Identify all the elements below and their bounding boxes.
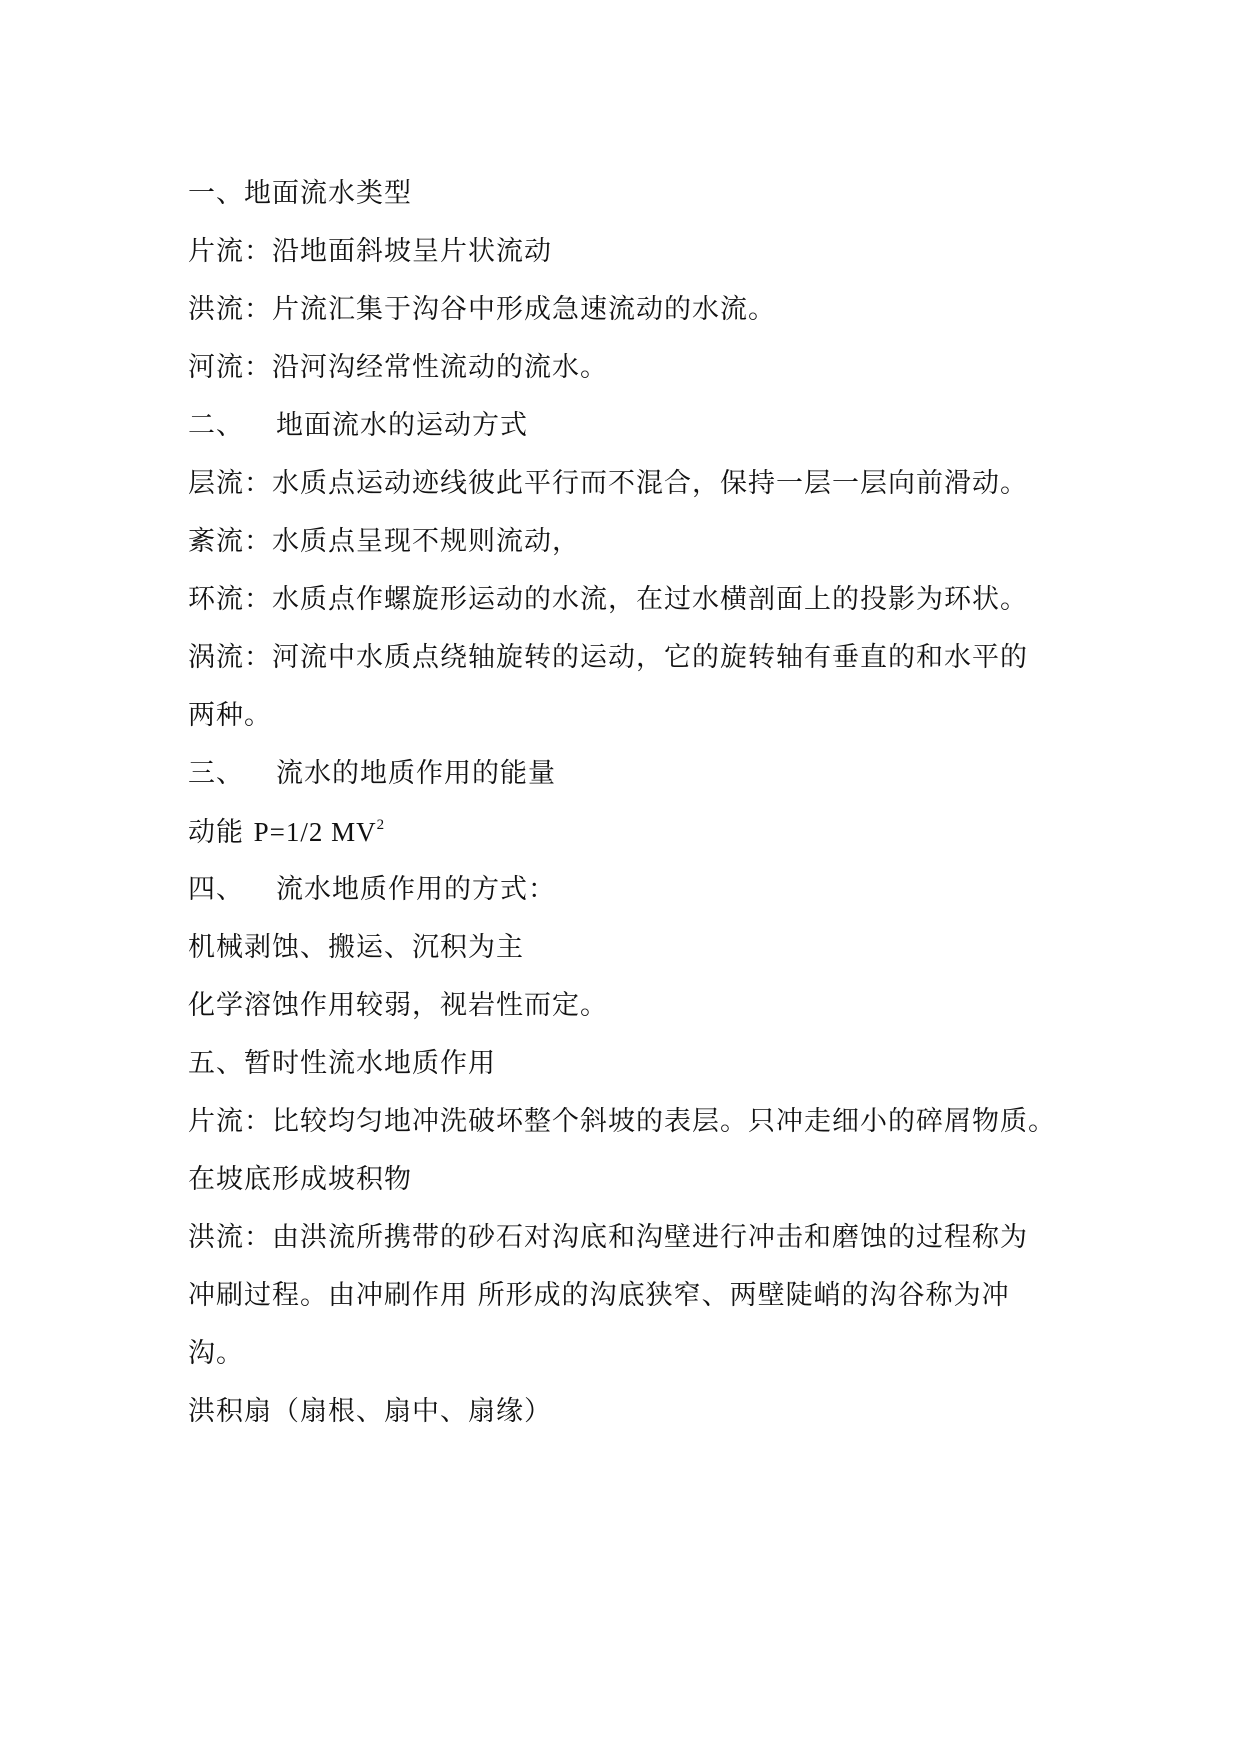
paragraph-line: 两种。 [188,700,272,731]
formula-exponent: 2 [376,817,386,833]
section-heading-3 [188,745,1068,803]
section-heading-4 [188,861,1068,919]
section-number: 三、 [188,758,244,789]
paragraph-line: 洪流：由洪流所携带的砂石对沟底和沟壁进行冲击和磨蚀的过程称为 [188,1222,1028,1253]
formula-prefix: 动能 [188,817,254,848]
kinetic-energy-formula [188,803,1068,861]
paragraph-line: 层流：水质点运动迹线彼此平行而不混合，保持一层一层向前滑动。 [188,468,1028,499]
paragraph-line: 洪流：片流汇集于沟谷中形成急速流动的水流。 [188,294,776,325]
section-heading-5 [188,1035,1068,1093]
paragraph-line: 涡流：河流中水质点绕轴旋转的运动，它的旋转轴有垂直的和水平的 [188,642,1028,673]
paragraph-line: 沟。 [188,1338,244,1369]
paragraph-line: 冲刷过程。由冲刷作用 所形成的沟底狭窄、两壁陡峭的沟谷称为冲 [188,1280,1010,1311]
paragraph-line: 在坡底形成坡积物 [188,1164,412,1195]
section-heading-2 [188,397,1068,455]
paragraph-line: 片流：沿地面斜坡呈片状流动 [188,236,552,267]
section-title: 暂时性流水地质作用 [244,1048,496,1079]
section-title: 地面流水类型 [244,178,412,209]
section-number: 五、 [188,1048,244,1079]
paragraph-line: 环流：水质点作螺旋形运动的水流，在过水横剖面上的投影为环状。 [188,584,1028,615]
section-number: 一、 [188,178,244,209]
paragraph-line: 河流：沿河沟经常性流动的流水。 [188,352,608,383]
section-title: 流水地质作用的方式： [276,874,556,905]
formula-expression: P=1/2 MV [253,817,377,847]
section-heading-1 [188,165,1068,223]
paragraph-line: 片流：比较均匀地冲洗破坏整个斜坡的表层。只冲走细小的碎屑物质。 [188,1106,1056,1137]
paragraph-line: 机械剥蚀、搬运、沉积为主 [188,932,524,963]
section-number: 二、 [188,410,244,441]
document-page [188,165,1068,1441]
section-title: 流水的地质作用的能量 [276,758,556,789]
paragraph-line: 洪积扇（扇根、扇中、扇缘） [188,1396,552,1427]
paragraph-line: 紊流：水质点呈现不规则流动， [188,526,580,557]
section-number: 四、 [188,874,244,905]
section-title: 地面流水的运动方式 [276,410,528,441]
paragraph-line: 化学溶蚀作用较弱，视岩性而定。 [188,990,608,1021]
